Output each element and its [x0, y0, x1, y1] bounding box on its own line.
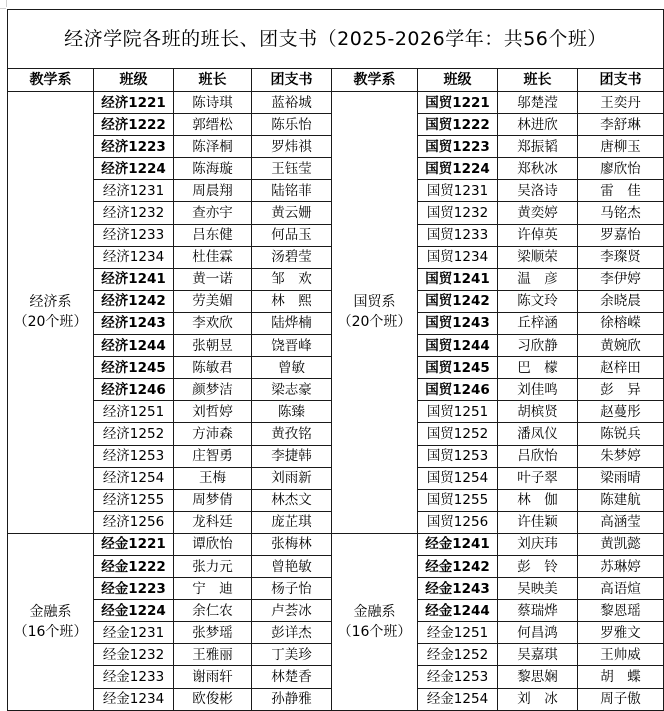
table-row [8, 533, 664, 555]
monitor-cell[interactable]: 陈敏君 [174, 357, 252, 379]
secretary-cell[interactable]: 赵梓田 [578, 357, 664, 379]
secretary-cell[interactable]: 汤碧莹 [252, 246, 332, 268]
sheet-gridline [6, 0, 7, 7]
secretary-cell[interactable]: 陆铭菲 [252, 180, 332, 202]
class-cell[interactable]: 经济1233 [94, 224, 174, 246]
secretary-cell[interactable]: 彭 异 [578, 379, 664, 401]
monitor-cell[interactable]: 温 彦 [498, 268, 578, 290]
monitor-cell[interactable]: 方沛森 [174, 423, 252, 445]
secretary-cell[interactable]: 罗炜祺 [252, 136, 332, 158]
secretary-cell[interactable]: 徐榕嵘 [578, 312, 664, 334]
monitor-cell[interactable]: 颜梦洁 [174, 379, 252, 401]
dept-count: （20个班） [337, 314, 412, 331]
secretary-cell[interactable]: 陈乐怡 [252, 114, 332, 136]
secretary-cell[interactable]: 王帅威 [578, 644, 664, 666]
class-cell[interactable]: 经济1251 [94, 401, 174, 423]
monitor-cell[interactable]: 胡槟贤 [498, 401, 578, 423]
secretary-cell[interactable]: 刘雨新 [252, 467, 332, 489]
monitor-cell[interactable]: 宁 迪 [174, 578, 252, 600]
secretary-cell[interactable]: 林楚香 [252, 666, 332, 688]
secretary-cell[interactable]: 王钰莹 [252, 158, 332, 180]
dept-count: （20个班） [13, 314, 88, 331]
secretary-cell[interactable]: 林杰文 [252, 489, 332, 511]
secretary-cell[interactable]: 李捷韩 [252, 445, 332, 467]
monitor-cell[interactable]: 巴 檬 [498, 357, 578, 379]
header-dept-right[interactable]: 教学系 [332, 69, 418, 92]
monitor-cell[interactable]: 林进欣 [498, 114, 578, 136]
secretary-cell[interactable]: 陈建航 [578, 489, 664, 511]
secretary-cell[interactable]: 蓝裕城 [252, 92, 332, 114]
class-cell[interactable]: 经济1253 [94, 445, 174, 467]
monitor-cell[interactable]: 周晨翔 [174, 180, 252, 202]
class-cell[interactable]: 国贸1244 [418, 335, 498, 357]
secretary-cell[interactable]: 李璨贤 [578, 246, 664, 268]
class-cell[interactable]: 国贸1254 [418, 467, 498, 489]
class-cell[interactable]: 国贸1232 [418, 202, 498, 224]
monitor-cell[interactable]: 刘庆玮 [498, 533, 578, 555]
secretary-cell[interactable]: 雷 佳 [578, 180, 664, 202]
secretary-cell[interactable]: 庞芷琪 [252, 511, 332, 533]
secretary-cell[interactable]: 陈锐兵 [578, 423, 664, 445]
class-cell[interactable]: 经济1222 [94, 114, 174, 136]
secretary-cell[interactable]: 李舒琳 [578, 114, 664, 136]
secretary-cell[interactable]: 黄婉欣 [578, 335, 664, 357]
monitor-cell[interactable]: 习欣静 [498, 335, 578, 357]
secretary-cell[interactable]: 胡 蝶 [578, 666, 664, 688]
class-cell[interactable]: 国贸1246 [418, 379, 498, 401]
secretary-cell[interactable]: 罗雅文 [578, 622, 664, 644]
class-cell[interactable]: 经金1252 [418, 644, 498, 666]
class-cell[interactable]: 国贸1221 [418, 92, 498, 114]
secretary-cell[interactable]: 黄凯懿 [578, 533, 664, 555]
secretary-cell[interactable]: 李伊婷 [578, 268, 664, 290]
dept-name: 金融系 [353, 603, 396, 620]
monitor-cell[interactable]: 陈诗琪 [174, 92, 252, 114]
monitor-cell[interactable]: 吴洛诗 [498, 180, 578, 202]
monitor-cell[interactable]: 郑振韬 [498, 136, 578, 158]
secretary-cell[interactable]: 饶晋峰 [252, 335, 332, 357]
class-cell[interactable]: 国贸1256 [418, 511, 498, 533]
secretary-cell[interactable]: 曾艳敏 [252, 555, 332, 577]
monitor-cell[interactable]: 郭缙松 [174, 114, 252, 136]
class-cell[interactable]: 国贸1233 [418, 224, 498, 246]
monitor-cell[interactable]: 张梦瑶 [174, 622, 252, 644]
monitor-cell[interactable]: 王梅 [174, 467, 252, 489]
secretary-cell[interactable]: 高涵莹 [578, 511, 664, 533]
class-cell[interactable]: 经金1243 [418, 578, 498, 600]
monitor-cell[interactable]: 黎思娴 [498, 666, 578, 688]
monitor-cell[interactable]: 陈文玲 [498, 290, 578, 312]
monitor-cell[interactable]: 丘梓涵 [498, 312, 578, 334]
class-cell[interactable]: 经济1254 [94, 467, 174, 489]
secretary-cell[interactable]: 林 熙 [252, 290, 332, 312]
class-cell[interactable]: 国贸1234 [418, 246, 498, 268]
class-cell[interactable]: 经金1222 [94, 555, 174, 577]
monitor-cell[interactable]: 林 伽 [498, 489, 578, 511]
class-cell[interactable]: 经金1221 [94, 533, 174, 555]
secretary-cell[interactable]: 黎恩瑶 [578, 600, 664, 622]
dept-cell-left-top[interactable] [8, 92, 94, 534]
class-cell[interactable]: 经金1253 [418, 666, 498, 688]
monitor-cell[interactable]: 刘哲婷 [174, 401, 252, 423]
monitor-cell[interactable]: 李欢欣 [174, 312, 252, 334]
secretary-cell[interactable]: 梁志豪 [252, 379, 332, 401]
class-cell[interactable]: 经金1242 [418, 555, 498, 577]
monitor-cell[interactable]: 何昌鸿 [498, 622, 578, 644]
monitor-cell[interactable]: 陈海璇 [174, 158, 252, 180]
secretary-cell[interactable]: 陈臻 [252, 401, 332, 423]
monitor-cell[interactable]: 邬楚滢 [498, 92, 578, 114]
monitor-cell[interactable]: 黄一诺 [174, 268, 252, 290]
dept-cell-right-bottom[interactable] [332, 533, 418, 710]
secretary-cell[interactable]: 卢荟冰 [252, 600, 332, 622]
monitor-cell[interactable]: 刘 冰 [498, 688, 578, 710]
monitor-cell[interactable]: 许倬英 [498, 224, 578, 246]
class-cell[interactable]: 经金1234 [94, 688, 174, 710]
class-leaders-table [7, 9, 664, 711]
class-cell[interactable]: 国贸1231 [418, 180, 498, 202]
dept-name: 金融系 [29, 603, 72, 620]
secretary-cell[interactable]: 廖欣怡 [578, 158, 664, 180]
secretary-cell[interactable]: 王奕丹 [578, 92, 664, 114]
class-cell[interactable]: 经金1251 [418, 622, 498, 644]
secretary-cell[interactable]: 黄孜铭 [252, 423, 332, 445]
secretary-cell[interactable]: 何品玉 [252, 224, 332, 246]
dept-count: （16个班） [337, 623, 412, 640]
secretary-cell[interactable]: 苏琳婷 [578, 555, 664, 577]
monitor-cell[interactable]: 吕东健 [174, 224, 252, 246]
monitor-cell[interactable]: 吴嘉琪 [498, 644, 578, 666]
monitor-cell[interactable]: 谢雨轩 [174, 666, 252, 688]
class-cell[interactable]: 国贸1223 [418, 136, 498, 158]
class-cell[interactable]: 国贸1242 [418, 290, 498, 312]
secretary-cell[interactable]: 周子傲 [578, 688, 664, 710]
monitor-cell[interactable]: 吴映美 [498, 578, 578, 600]
monitor-cell[interactable]: 吕欣怡 [498, 445, 578, 467]
monitor-cell[interactable]: 张力元 [174, 555, 252, 577]
monitor-cell[interactable]: 梁顺荣 [498, 246, 578, 268]
class-cell[interactable]: 经济1256 [94, 511, 174, 533]
class-cell[interactable]: 经济1244 [94, 335, 174, 357]
class-cell[interactable]: 经金1233 [94, 666, 174, 688]
secretary-cell[interactable]: 高语煊 [578, 578, 664, 600]
table-title[interactable]: 经济学院各班的班长、团支书（2025-2026学年：共56个班） [8, 10, 664, 69]
class-cell[interactable]: 经济1223 [94, 136, 174, 158]
monitor-cell[interactable]: 周梦倩 [174, 489, 252, 511]
secretary-cell[interactable]: 孙静雅 [252, 688, 332, 710]
class-cell[interactable]: 国贸1243 [418, 312, 498, 334]
secretary-cell[interactable]: 张梅林 [252, 533, 332, 555]
class-cell[interactable]: 经济1232 [94, 202, 174, 224]
monitor-cell[interactable]: 刘佳鸣 [498, 379, 578, 401]
monitor-cell[interactable]: 庄智勇 [174, 445, 252, 467]
monitor-cell[interactable]: 蔡瑞烨 [498, 600, 578, 622]
secretary-cell[interactable]: 罗嘉怡 [578, 224, 664, 246]
monitor-cell[interactable]: 黄奕婷 [498, 202, 578, 224]
monitor-cell[interactable]: 杜佳霖 [174, 246, 252, 268]
sheet-gridline [0, 8, 6, 9]
secretary-cell[interactable]: 杨子怡 [252, 578, 332, 600]
dept-name: 经济系 [29, 294, 72, 311]
class-cell[interactable]: 国贸1222 [418, 114, 498, 136]
dept-count: （16个班） [13, 623, 88, 640]
class-cell[interactable]: 经金1224 [94, 600, 174, 622]
header-class-left[interactable]: 班级 [94, 69, 174, 92]
class-cell[interactable]: 国贸1252 [418, 423, 498, 445]
secretary-cell[interactable]: 彭详杰 [252, 622, 332, 644]
monitor-cell[interactable]: 陈泽桐 [174, 136, 252, 158]
class-cell[interactable]: 国贸1245 [418, 357, 498, 379]
class-cell[interactable]: 经金1241 [418, 533, 498, 555]
secretary-cell[interactable]: 邹 欢 [252, 268, 332, 290]
secretary-cell[interactable]: 丁美珍 [252, 644, 332, 666]
secretary-cell[interactable]: 唐柳玉 [578, 136, 664, 158]
class-cell[interactable]: 经济1231 [94, 180, 174, 202]
dept-cell-right-top[interactable] [332, 92, 418, 534]
title-row [8, 10, 664, 69]
class-cell[interactable]: 国贸1255 [418, 489, 498, 511]
header-monitor-right[interactable]: 班长 [498, 69, 578, 92]
header-secretary-left[interactable]: 团支书 [252, 69, 332, 92]
class-cell[interactable]: 国贸1224 [418, 158, 498, 180]
monitor-cell[interactable]: 郑秋冰 [498, 158, 578, 180]
monitor-cell[interactable]: 谭欣怡 [174, 533, 252, 555]
secretary-cell[interactable]: 陆烨楠 [252, 312, 332, 334]
secretary-cell[interactable]: 马铭杰 [578, 202, 664, 224]
header-secretary-right[interactable]: 团支书 [578, 69, 664, 92]
class-cell[interactable]: 国贸1241 [418, 268, 498, 290]
monitor-cell[interactable]: 欧俊彬 [174, 688, 252, 710]
monitor-cell[interactable]: 许佳颖 [498, 511, 578, 533]
class-cell[interactable]: 经济1234 [94, 246, 174, 268]
class-cell[interactable]: 国贸1253 [418, 445, 498, 467]
class-cell[interactable]: 经金1231 [94, 622, 174, 644]
class-cell[interactable]: 经金1244 [418, 600, 498, 622]
class-cell[interactable]: 经济1243 [94, 312, 174, 334]
monitor-cell[interactable]: 劳美媚 [174, 290, 252, 312]
dept-name: 国贸系 [353, 294, 396, 311]
monitor-cell[interactable]: 彭 铃 [498, 555, 578, 577]
header-dept-left[interactable]: 教学系 [8, 69, 94, 92]
class-cell[interactable]: 经济1245 [94, 357, 174, 379]
class-cell[interactable]: 经金1223 [94, 578, 174, 600]
class-cell[interactable]: 经济1241 [94, 268, 174, 290]
header-class-right[interactable]: 班级 [418, 69, 498, 92]
monitor-cell[interactable]: 叶子翠 [498, 467, 578, 489]
secretary-cell[interactable]: 赵蔓彤 [578, 401, 664, 423]
header-monitor-left[interactable]: 班长 [174, 69, 252, 92]
dept-cell-left-bottom[interactable] [8, 533, 94, 710]
monitor-cell[interactable]: 王雅丽 [174, 644, 252, 666]
class-cell[interactable]: 经济1255 [94, 489, 174, 511]
class-cell[interactable]: 经济1221 [94, 92, 174, 114]
monitor-cell[interactable]: 查亦宇 [174, 202, 252, 224]
secretary-cell[interactable]: 余晓晨 [578, 290, 664, 312]
class-cell[interactable]: 国贸1251 [418, 401, 498, 423]
table-row [8, 92, 664, 114]
secretary-cell[interactable]: 朱梦婷 [578, 445, 664, 467]
secretary-cell[interactable]: 梁雨晴 [578, 467, 664, 489]
monitor-cell[interactable]: 潘凤仪 [498, 423, 578, 445]
class-cell[interactable]: 经济1252 [94, 423, 174, 445]
secretary-cell[interactable]: 曾敏 [252, 357, 332, 379]
class-cell[interactable]: 经济1242 [94, 290, 174, 312]
header-row [8, 69, 664, 92]
monitor-cell[interactable]: 张朝昱 [174, 335, 252, 357]
monitor-cell[interactable]: 余仁农 [174, 600, 252, 622]
class-cell[interactable]: 经济1224 [94, 158, 174, 180]
class-cell[interactable]: 经济1246 [94, 379, 174, 401]
secretary-cell[interactable]: 黄云姗 [252, 202, 332, 224]
class-cell[interactable]: 经金1254 [418, 688, 498, 710]
class-cell[interactable]: 经金1232 [94, 644, 174, 666]
monitor-cell[interactable]: 龙科廷 [174, 511, 252, 533]
